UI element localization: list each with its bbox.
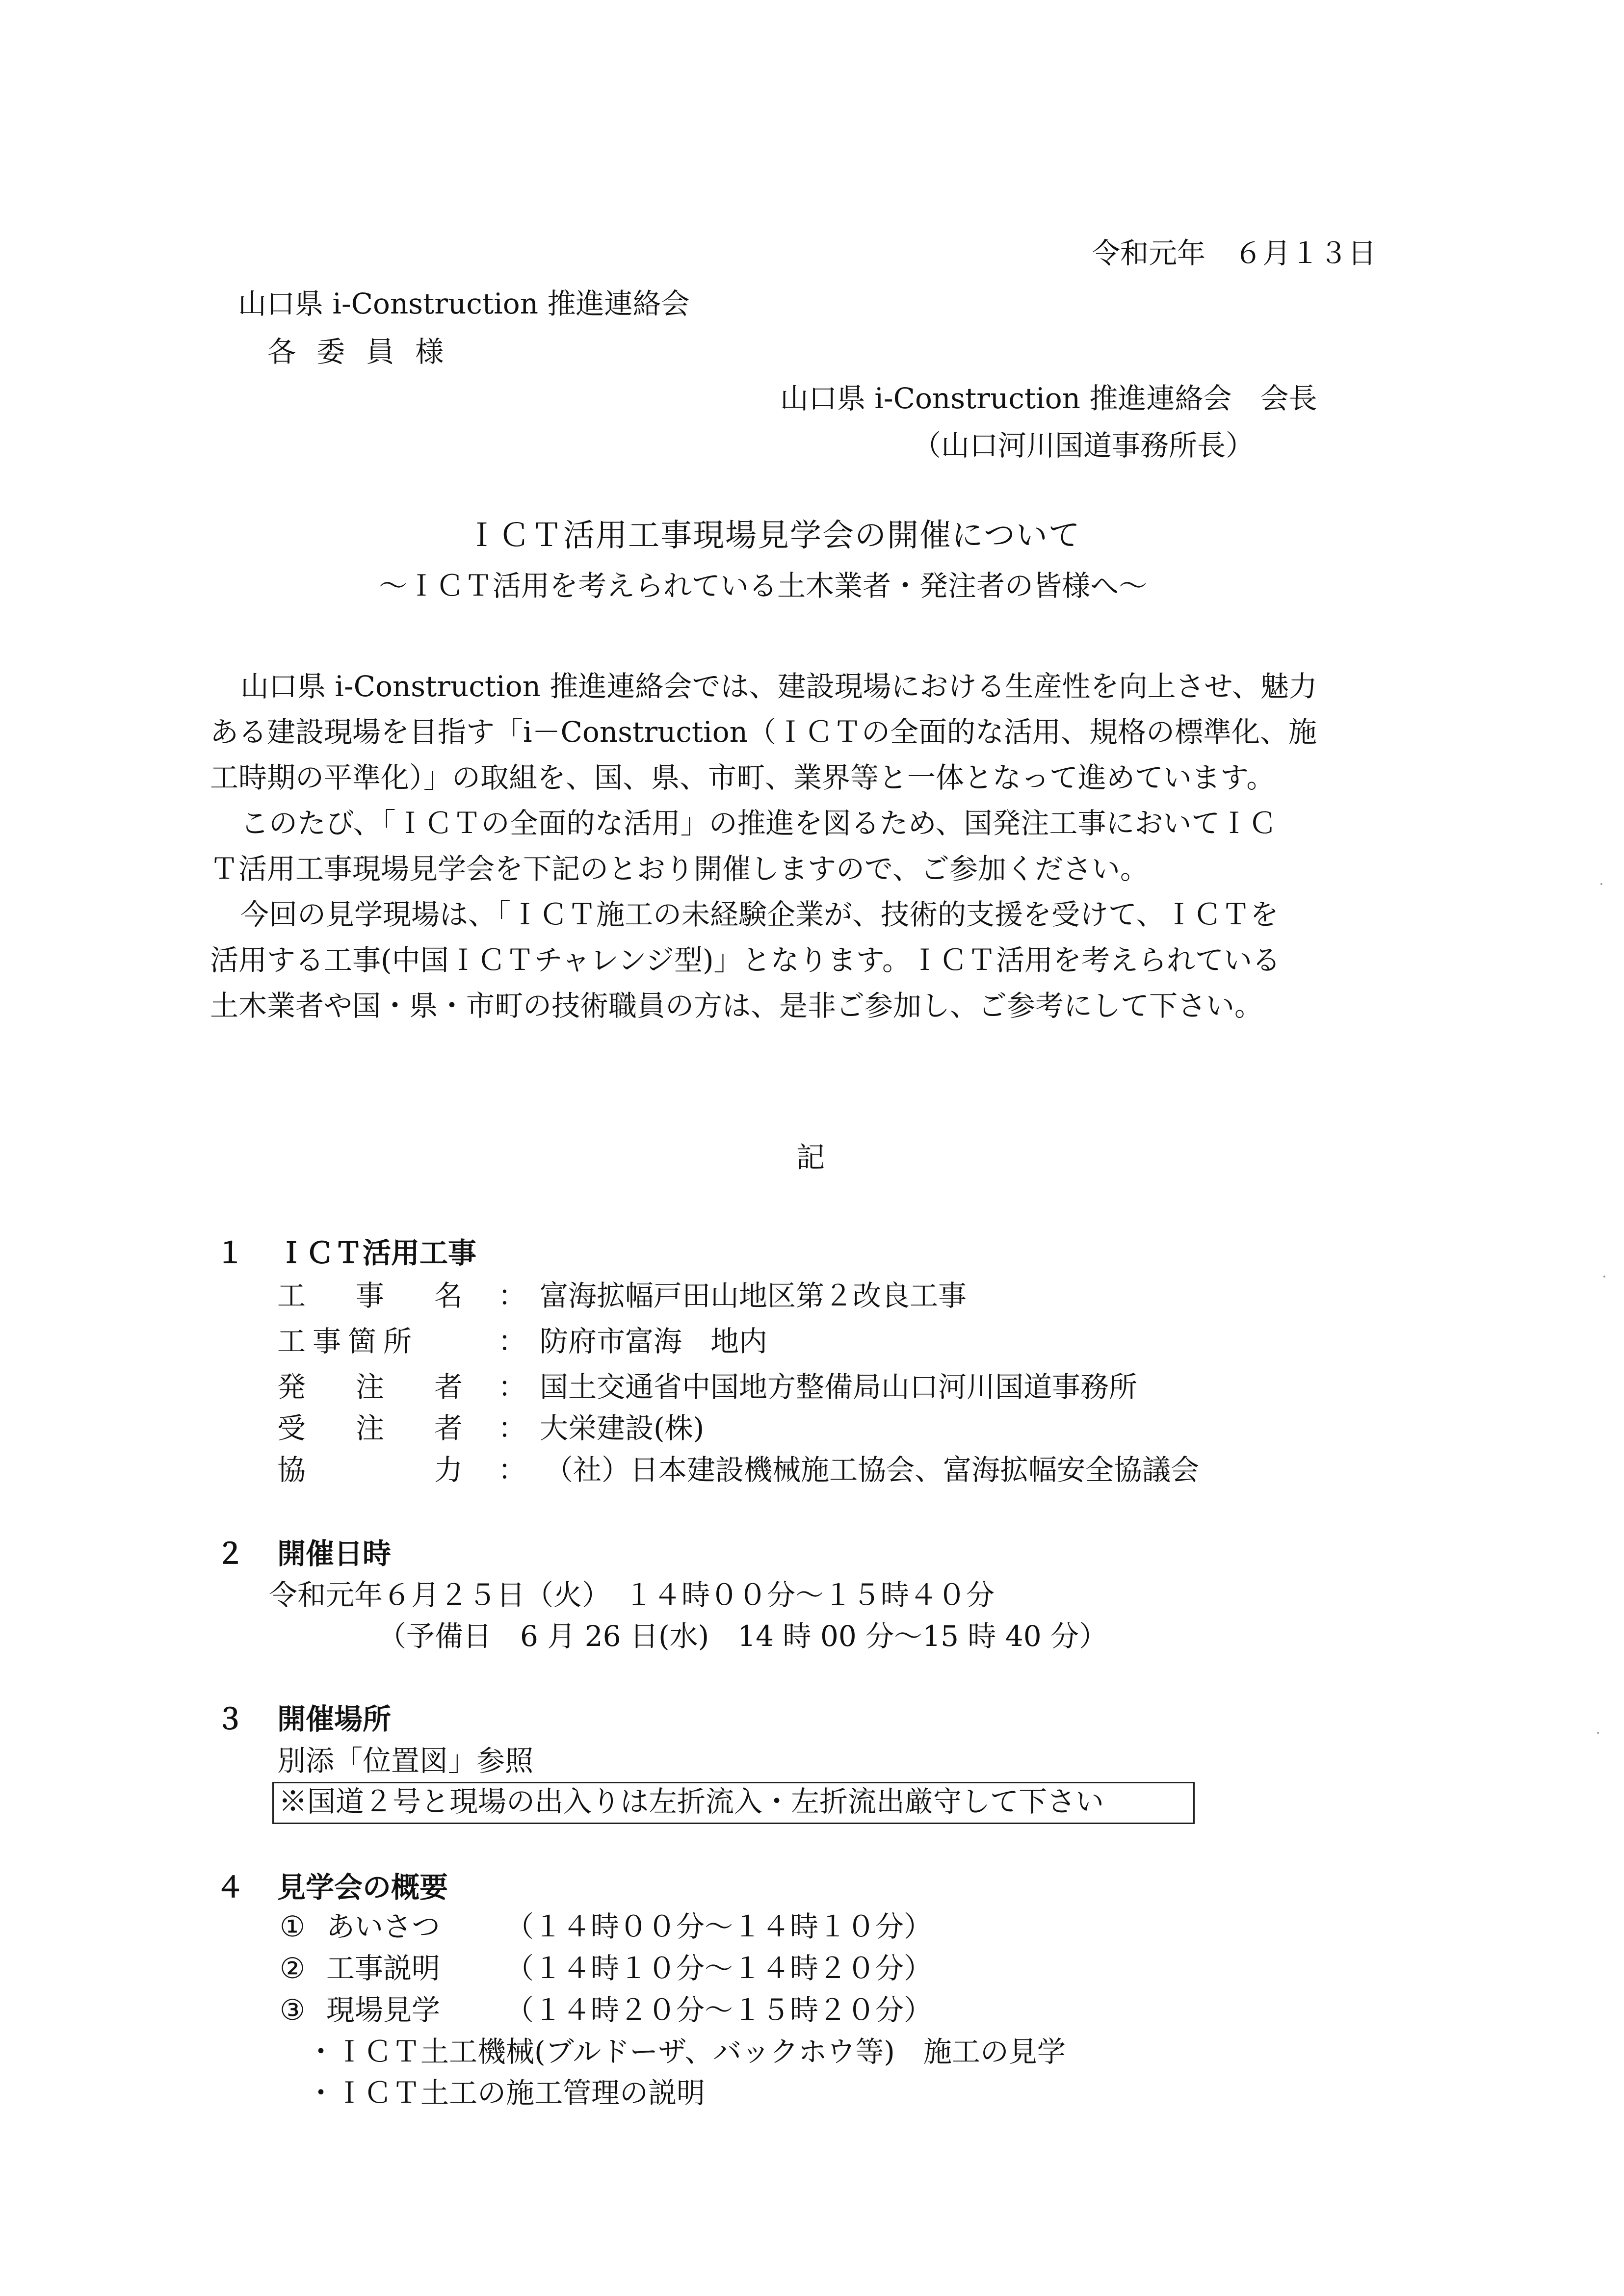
schedule-name: あいさつ xyxy=(326,1910,441,1943)
ki-marker: 記 xyxy=(796,1141,825,1174)
body-line: Ｔ活用工事現場見学会を下記のとおり開催しますので、ご参加ください。 xyxy=(210,852,1149,886)
schedule-time: （１４時２０分～１５時２０分） xyxy=(505,1993,933,2027)
detail-label: 受 注 者 xyxy=(277,1411,474,1445)
venue-reference: 別添「位置図」参照 xyxy=(277,1744,534,1777)
detail-label: 協 力 xyxy=(277,1453,474,1487)
schedule-time: （１４時１０分～１４時２０分） xyxy=(505,1952,933,1985)
section-number: ２ xyxy=(216,1537,245,1570)
scan-speck xyxy=(1597,1732,1599,1734)
section-heading: ＩＣＴ活用工事 xyxy=(277,1236,477,1270)
schedule-mark: ③ xyxy=(280,1993,305,2027)
event-datetime: 令和元年６月２５日（火） １４時００分～１５時４０分 xyxy=(269,1578,995,1612)
detail-value: 国土交通省中国地方整備局山口河川国道事務所 xyxy=(540,1370,1138,1404)
detail-value: （社）日本建設機械施工協会、富海拡幅安全協議会 xyxy=(545,1453,1200,1487)
schedule-name: 工事説明 xyxy=(326,1952,441,1985)
traffic-notice-box: ※国道２号と現場の出入りは左折流入・左折流出厳守して下さい xyxy=(272,1782,1195,1824)
body-line: 山口県 i-Construction 推進連絡会では、建設現場における生産性を向上させ、魅力 xyxy=(240,670,1317,703)
body-line: ある建設現場を目指す「i－Construction（ＩＣＴの全面的な活用、規格の標準化、施 xyxy=(210,715,1317,749)
schedule-name: 現場見学 xyxy=(326,1993,441,2027)
section-number: １ xyxy=(216,1236,245,1270)
section-number: ４ xyxy=(216,1871,245,1904)
document-subtitle: ～ＩＣＴ活用を考えられている土木業者・発注者の皆様へ～ xyxy=(379,569,1148,602)
section-heading: 見学会の概要 xyxy=(277,1871,448,1904)
schedule-time: （１４時００分～１４時１０分） xyxy=(505,1910,933,1943)
detail-value: 防府市富海 地内 xyxy=(540,1325,768,1358)
detail-colon: ： xyxy=(498,1325,527,1358)
body-line: 活用する工事(中国ＩＣＴチャレンジ型)」となります。ＩＣＴ活用を考えられている xyxy=(210,943,1281,977)
detail-label: 工事箇所 xyxy=(277,1325,419,1358)
document-date: 令和元年 ６月１３日 xyxy=(1092,236,1377,270)
section-heading: 開催場所 xyxy=(277,1702,392,1736)
site-tour-bullet: ・ＩＣＴ土工の施工管理の説明 xyxy=(307,2076,706,2110)
scan-speck xyxy=(1600,883,1602,885)
body-line: 工時期の平準化）」の取組を、国、県、市町、業界等と一体となって進めています。 xyxy=(210,761,1275,794)
detail-colon: ： xyxy=(498,1453,527,1487)
schedule-mark: ② xyxy=(280,1952,305,1985)
detail-colon: ： xyxy=(498,1370,527,1404)
detail-value: 大栄建設(株) xyxy=(540,1411,705,1445)
document-title: ＩＣＴ活用工事現場見学会の開催について xyxy=(466,518,1081,554)
section-heading: 開催日時 xyxy=(277,1537,392,1570)
detail-colon: ： xyxy=(498,1279,527,1312)
detail-label: 発 注 者 xyxy=(277,1370,474,1404)
scan-speck xyxy=(1603,1276,1605,1278)
sender-org: 山口県 i-Construction 推進連絡会 会長 xyxy=(780,382,1317,415)
site-tour-bullet: ・ＩＣＴ土工機械(ブルドーザ、バックホウ等) 施工の見学 xyxy=(307,2035,1066,2068)
body-line: 土木業者や国・県・市町の技術職員の方は、是非ご参加し、ご参考にして下さい。 xyxy=(210,989,1263,1022)
body-line: このたび、「ＩＣＴの全面的な活用」の推進を図るため、国発注工事においてＩＣ xyxy=(240,807,1277,840)
sender-position: （山口河川国道事務所長） xyxy=(913,429,1255,462)
addressee-org: 山口県 i-Construction 推進連絡会 xyxy=(238,287,690,320)
schedule-mark: ① xyxy=(280,1910,305,1943)
section-number: ３ xyxy=(216,1702,245,1736)
detail-label: 工 事 名 xyxy=(277,1279,474,1312)
reserve-datetime: （予備日 6 月 26 日(水) 14 時 00 分～15 時 40 分） xyxy=(378,1619,1108,1653)
addressee-honorific: 各 委 員 様 xyxy=(267,335,450,368)
detail-colon: ： xyxy=(498,1411,527,1445)
detail-value: 富海拡幅戸田山地区第２改良工事 xyxy=(540,1279,967,1312)
body-line: 今回の見学現場は、「ＩＣＴ施工の未経験企業が、技術的支援を受けて、ＩＣＴを xyxy=(240,898,1279,931)
